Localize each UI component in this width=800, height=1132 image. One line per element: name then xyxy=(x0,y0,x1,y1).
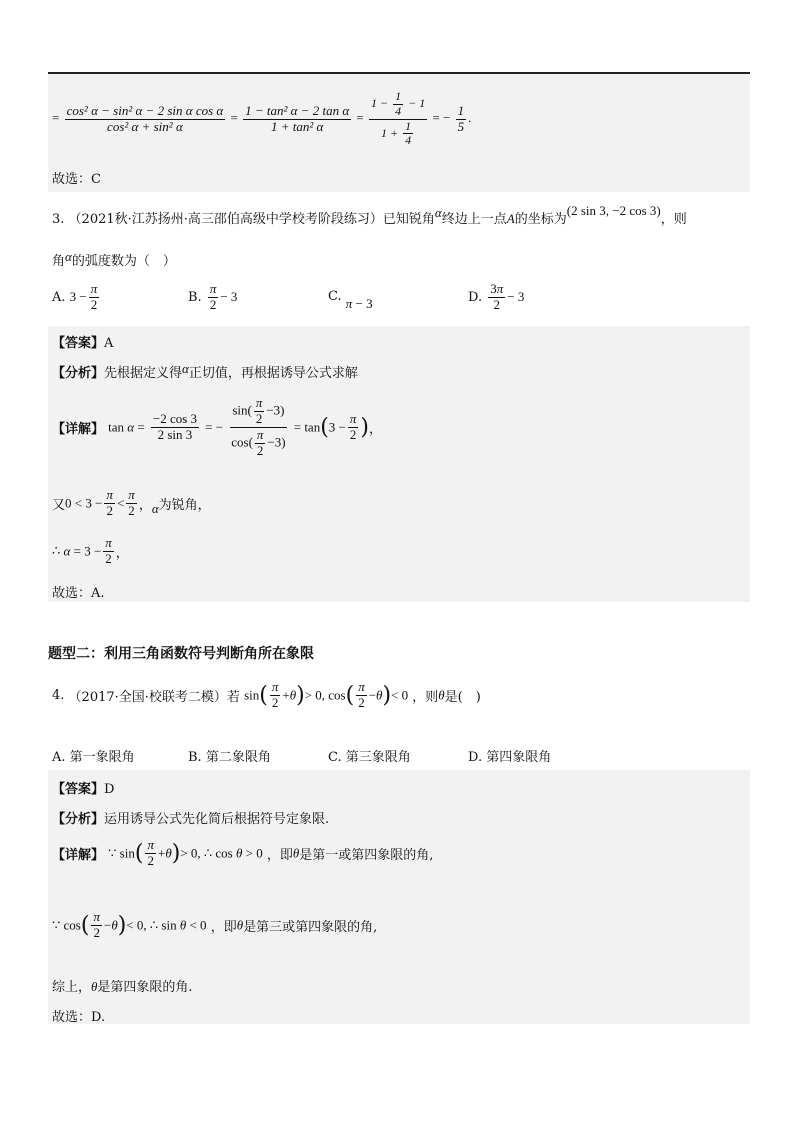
q4-choice: 故选：D. xyxy=(52,1010,106,1025)
q4-stem: 4. （2017·全国·校联考二模）若 sin( $\frac{\pi}{2}$ +θ)> 0, cos( $\frac{\pi}{2}$ −θ)< 0 ，则θ是( ) xyxy=(52,679,481,710)
q2-equation: = $\frac{\text{cos² α − sin² α − 2 sin α cos α}}{\text{cos² α + sin² α}}$ = $\frac{\text{1 − tan² α − 2 tan α}}{\text{1 + tan² α}}$ = 1 − $\frac{1}{4}$ − 1 1 + $\frac{1}{4}$ = − $\frac{1}{5}$ . xyxy=(52,89,472,148)
q2-choice: 故选：C xyxy=(52,172,101,187)
q3-option-d[interactable]: D. $\frac{3\pi}{2}$ − 3 xyxy=(468,281,525,312)
q3-option-c[interactable]: C. π − 3 xyxy=(328,289,373,311)
section-title: 题型二：利用三角函数符号判断角所在象限 xyxy=(48,646,314,662)
q4-summary: 综上，θ是第四象限的角. xyxy=(52,979,193,995)
q4-option-d[interactable]: D. 第四象限角 xyxy=(468,750,552,765)
q3-analysis: 【分析】先根据定义得α正切值，再根据诱导公式求解 xyxy=(52,361,358,381)
q3-detail: 【详解】 tan α = $\frac{-2 \cos 3}{2 \sin 3}$ = − sin( $\frac{\pi}{2}$ −3) cos( $\frac{\pi}{2}$ −3) = tan(3 − $\frac{\pi}{2}$ )， xyxy=(52,395,383,458)
q3-option-b[interactable]: B. $\frac{\pi}{2}$ − 3 xyxy=(188,281,238,312)
q4-option-c[interactable]: C. 第三象限角 xyxy=(328,750,411,765)
q4-answer: 【答案】D xyxy=(52,782,115,797)
q4-option-a[interactable]: A. 第一象限角 xyxy=(52,750,135,765)
q3-stem-line1: 3. （2021秋·江苏扬州·高三邵伯高级中学校考阶段练习）已知锐角α终边上一点A的坐标为(2 sin 3, −2 cos 3)，则 xyxy=(52,203,687,227)
q4-analysis: 【分析】运用诱导公式先化简后根据符号定象限. xyxy=(52,812,330,827)
q3-choice: 故选：A. xyxy=(52,586,105,601)
q3-detail-line3: ∴ α = 3 − $\frac{\pi}{2}$ ， xyxy=(52,535,129,566)
q4-detail-line1: 【详解】 ∵ sin( $\frac{\pi}{2}$ +θ)> 0, ∴ cos θ > 0 ，即θ是第一或第四象限的角, xyxy=(52,837,434,868)
q3-source: （2021秋·江苏扬州·高三邵伯高级中学校考阶段练习） xyxy=(68,212,383,227)
q4-option-b[interactable]: B. 第二象限角 xyxy=(188,750,271,765)
q4-detail-line2: ∵ cos( $\frac{\pi}{2}$ −θ)< 0, ∴ sin θ < 0 ，即θ是第三或第四象限的角, xyxy=(52,909,378,940)
q3-detail-line2: 又0 < 3 − $\frac{\pi}{2}$ < $\frac{\pi}{2}$ ，α为锐角， xyxy=(52,487,211,518)
q3-answer: 【答案】A xyxy=(52,336,114,351)
q3-stem-line2: 角α的弧度数为（ ） xyxy=(52,249,176,269)
q3-option-a[interactable]: A. 3 − $\frac{\pi}{2}$ xyxy=(52,281,98,312)
